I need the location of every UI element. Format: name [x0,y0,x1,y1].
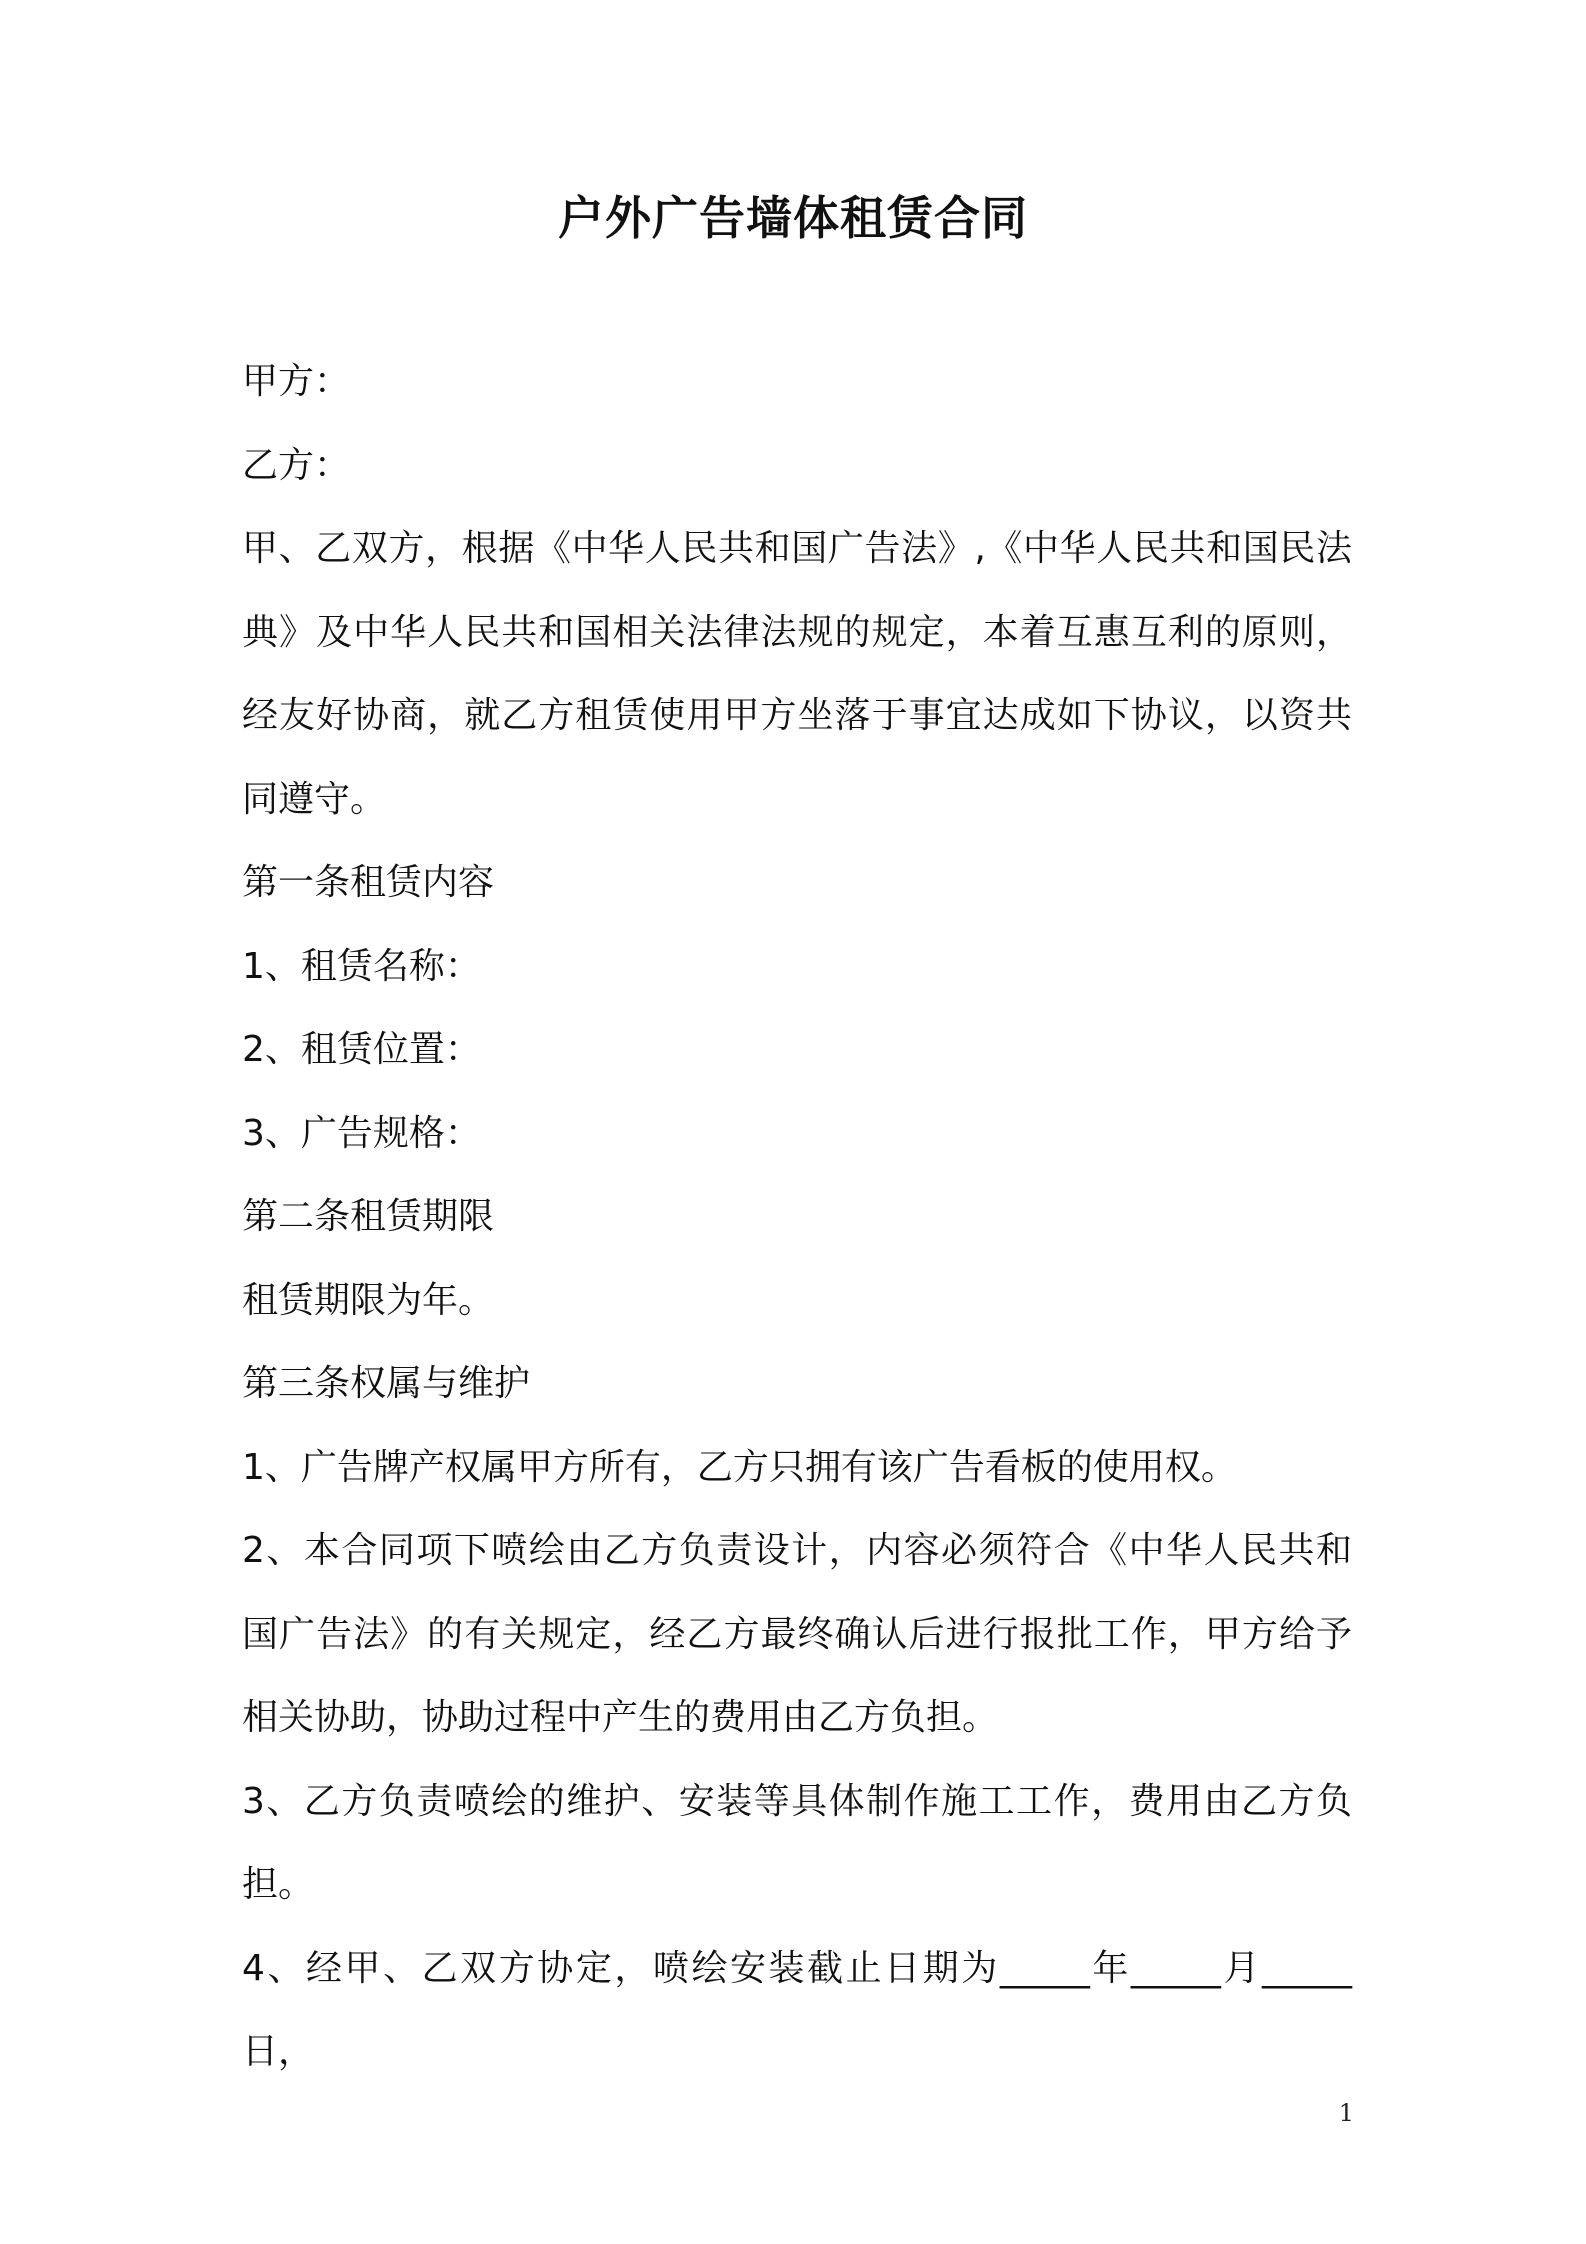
page-number: 1 [1338,2099,1354,2127]
party-a-line: 甲方： [242,361,351,402]
party-b-line: 乙方： [242,444,351,486]
article-3-item-2-line-2: 国广告法》的有关规定，经乙方最终确认后进行报批工作，甲方给予 [242,1613,1352,1655]
document-body [242,340,1352,2094]
article-3-item-4-line-1: 4、经甲、乙双方协定，喷绘安装截止日期为_____年_____月_____ [242,1947,1352,1989]
preamble-line-3: 经友好协商，就乙方租赁使用甲方坐落于事宜达成如下协议，以资共 [242,695,1352,736]
article-3-item-2-line-3: 相关协助，协助过程中产生的费用由乙方负担。 [242,1697,999,1738]
article-3-item-4-line-2: 日， [242,2031,315,2072]
article-1-item-1: 1、租赁名称： [242,945,481,987]
article-2-text: 租赁期限为年。 [242,1279,495,1321]
article-3-heading: 第三条权属与维护 [242,1363,531,1404]
article-1-item-3: 3、广告规格： [242,1112,481,1154]
article-1-heading: 第一条租赁内容 [242,862,495,903]
article-1-item-2: 2、租赁位置： [242,1029,481,1070]
preamble-line-4: 同遵守。 [242,778,387,820]
document-title: 户外广告墙体租赁合同 [558,191,1028,245]
article-3-item-3-line-1: 3、乙方负责喷绘的维护、安装等具体制作施工工作，费用由乙方负 [242,1780,1352,1822]
article-3-item-1: 1、广告牌产权属甲方所有，乙方只拥有该广告看板的使用权。 [242,1446,1237,1488]
article-3-item-2-line-1: 2、本合同项下喷绘由乙方负责设计，内容必须符合《中华人民共和 [242,1530,1352,1571]
article-2-heading: 第二条租赁期限 [242,1196,495,1237]
preamble-line-1: 甲、乙双方，根据《中华人民共和国广告法》,《中华人民共和国民法 [242,528,1352,569]
preamble-line-2: 典》及中华人民共和国相关法律法规的规定，本着互惠互利的原则， [242,611,1352,653]
article-3-item-3-line-2: 担。 [242,1864,315,1905]
